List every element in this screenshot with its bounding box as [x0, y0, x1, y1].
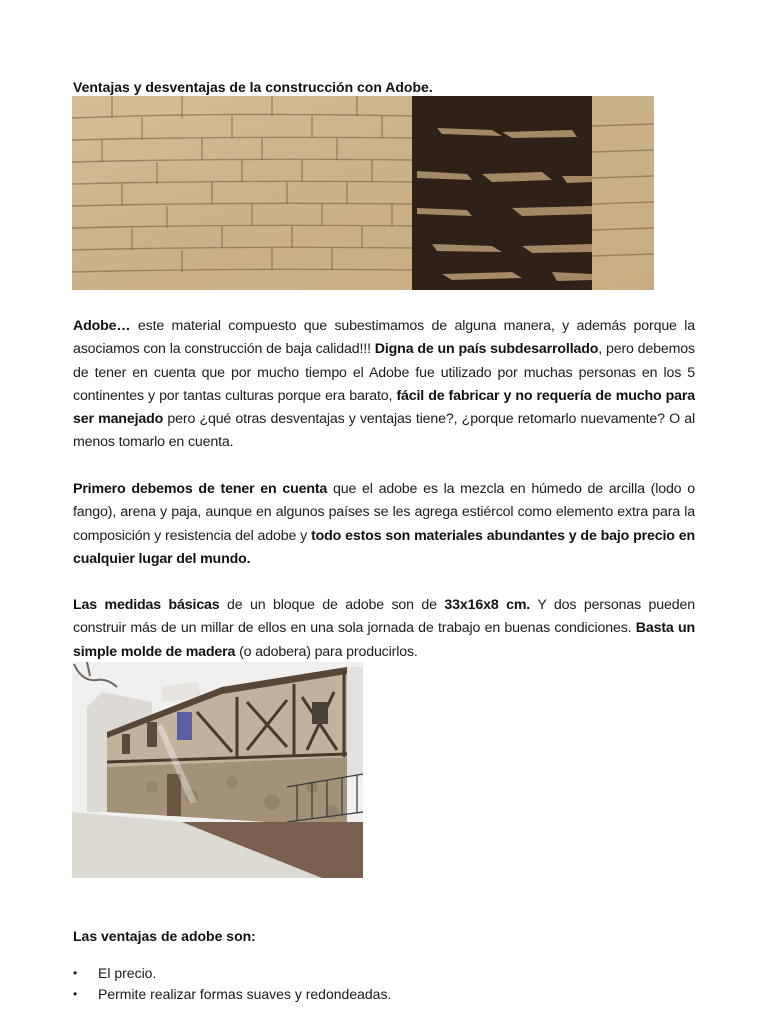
- paragraph-3-segment: de un bloque de adobe son de: [219, 597, 445, 613]
- paragraph-3-segment: Y dos personas pueden construir más de un millar de ellos en una sola jornada de trabajo en buenas condiciones.: [73, 597, 695, 637]
- paragraph-1-segment: pero ¿qué otras desventajas y ventajas tiene?, ¿porque retomarlo nuevamente? O al menos tomarlo en cuenta.: [73, 411, 695, 451]
- paragraph-composition: [73, 478, 695, 571]
- paragraph-2-segment: Primero debemos de tener en cuenta: [73, 481, 328, 497]
- list-item: [73, 984, 391, 1005]
- bullet-icon: •: [73, 966, 78, 980]
- paragraph-3-segment: Las medidas básicas: [73, 597, 220, 613]
- paragraph-2-segment: todo estos son materiales abundantes y de bajo precio en cualquier lugar del mundo.: [73, 527, 695, 567]
- bullet-icon: •: [73, 987, 78, 1001]
- advantages-heading: Las ventajas de adobe son:: [73, 928, 256, 944]
- paragraph-1-segment: fácil de fabricar y no requería de mucho para ser manejado: [73, 387, 695, 428]
- paragraph-1-segment: este material compuesto que subestimamos de alguna manera, y además porque la asociamos con la construcción de baja calidad!!!: [73, 318, 695, 358]
- paragraph-2-segment: que el adobe es la mezcla en húmedo de arcilla (lodo o fango), arena y paja, aunque en algunos países se les agrega estiércol como elemento extra para la composición y resistencia del adobe y: [73, 481, 695, 544]
- paragraph-1-segment: Adobe…: [73, 318, 131, 334]
- paragraph-intro: [73, 315, 695, 455]
- paragraph-1-segment: Digna de un país subdesarrollado: [374, 341, 599, 358]
- list-item-text: Permite realizar formas suaves y redondeadas.: [98, 986, 392, 1002]
- document-title: Ventajas y desventajas de la construcción con Adobe.: [73, 79, 433, 95]
- paragraph-measurements: [73, 594, 695, 664]
- advantages-list: [73, 963, 391, 1005]
- list-item: [73, 963, 391, 984]
- paragraph-3-segment: 33x16x8 cm.: [444, 597, 531, 613]
- adobe-brick-wall-photo: [72, 96, 654, 290]
- paragraph-1-segment: , pero debemos de tener en cuenta que por mucho tiempo el Adobe fue utilizado por muchas personas en los 5 continentes y por tantas culturas porque era barato,: [73, 341, 695, 404]
- paragraph-3-segment: (o adobera) para producirlos.: [235, 643, 418, 660]
- list-item-text: El precio.: [98, 965, 157, 981]
- paragraph-3-segment: Basta un simple molde de madera: [73, 620, 695, 660]
- adobe-house-photo: [72, 662, 363, 878]
